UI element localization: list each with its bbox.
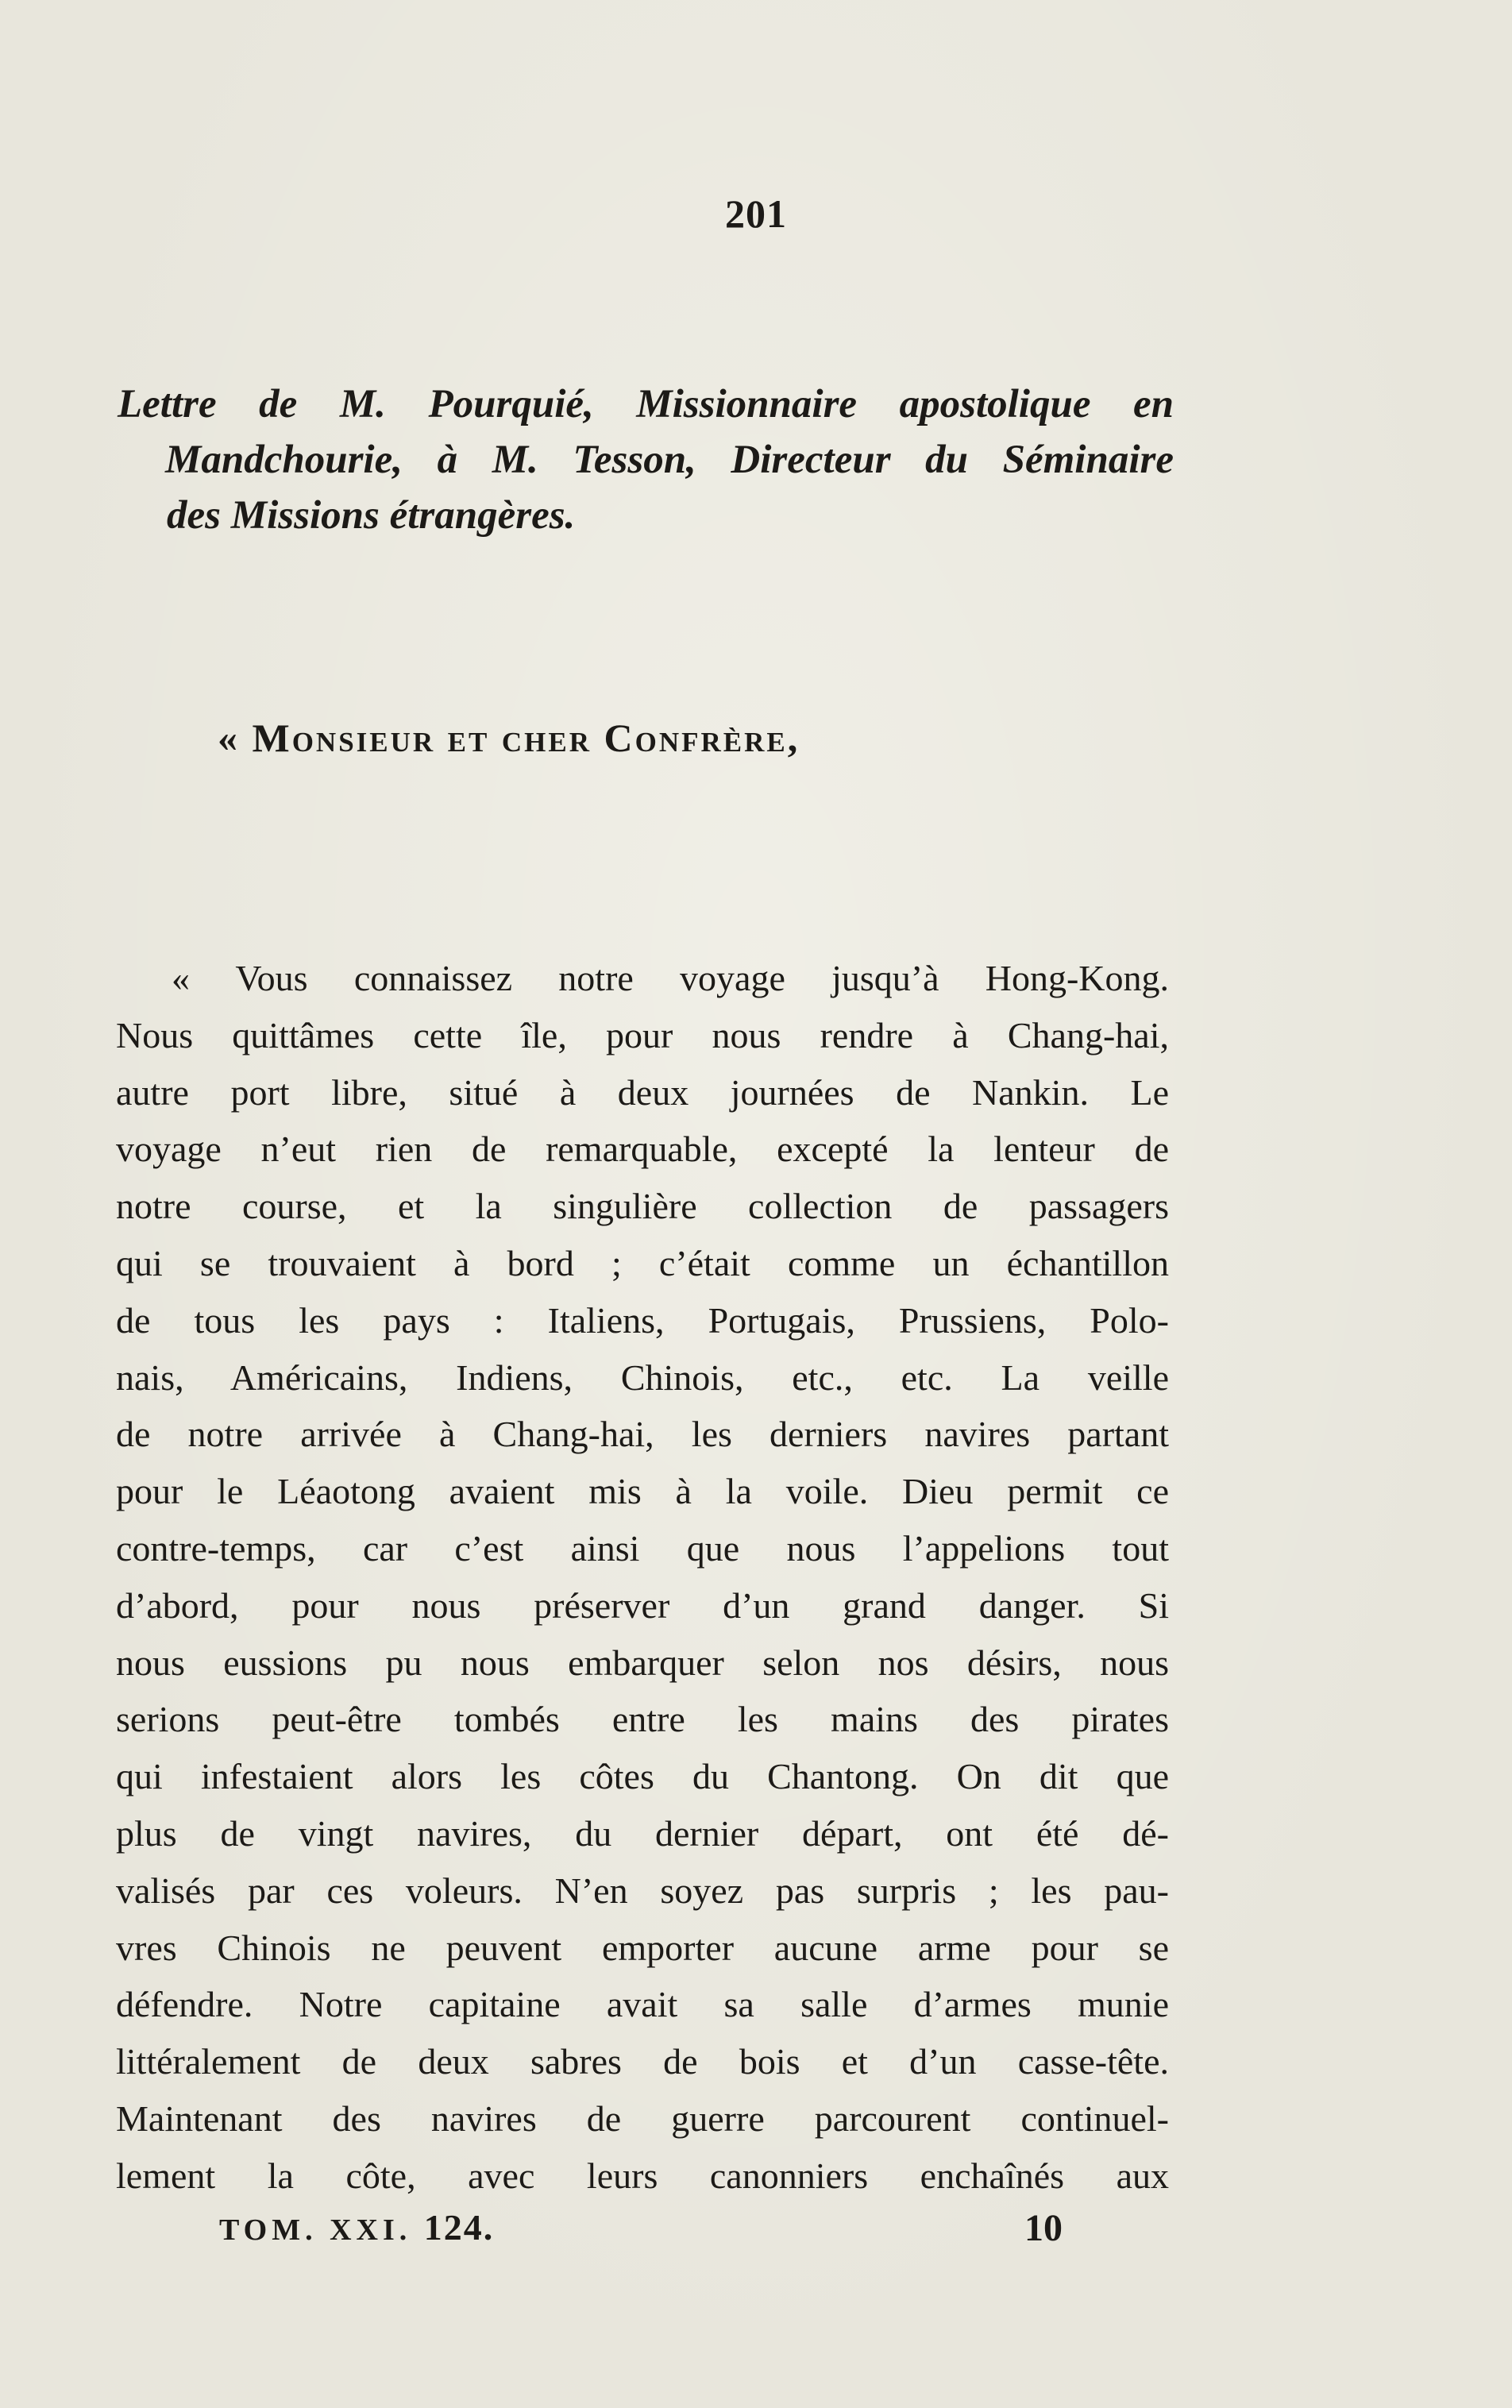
body-line: plus de vingt navires, du dernier départ, ont été dé- — [116, 1812, 1169, 1854]
body-line: « Vous connaissez notre voyage jusqu’à Hong-Kong. — [172, 958, 1169, 998]
title-line: des Missions étrangères. — [167, 493, 576, 538]
body-line: de tous les pays : Italiens, Portugais, Prussiens, Polo- — [116, 1299, 1169, 1341]
body-line: nais, Américains, Indiens, Chinois, etc., etc. La veille — [116, 1356, 1169, 1398]
body-line: de notre arrivée à Chang-hai, les derniers navires partant — [116, 1414, 1169, 1455]
salutation: « Monsieur et cher Confrère, — [218, 716, 800, 760]
body-line: serions peut-être tombés entre les mains des pirates — [116, 1699, 1169, 1740]
page-number: 201 — [725, 191, 787, 236]
body-line: vres Chinois ne peuvent emporter aucune arme pour se — [116, 1927, 1169, 1968]
volume-label: TOM. XXI. — [219, 2213, 412, 2247]
body-line: d’abord, pour nous préserver d’un grand danger. Si — [116, 1584, 1169, 1626]
body-line: valisés par ces voleurs. N’en soyez pas surpris ; les pau- — [116, 1870, 1169, 1911]
sheet-number: 10 — [1024, 2207, 1063, 2249]
body-line: lement la côte, avec leurs canonniers enchaînés aux — [116, 2155, 1169, 2196]
body-line: autre port libre, situé à deux journées de Nankin. Le — [116, 1071, 1169, 1113]
body-line: qui se trouvaient à bord ; c’était comme un échantillon — [116, 1242, 1169, 1283]
body-line: Maintenant des navires de guerre parcourent continuel- — [116, 2097, 1169, 2139]
volume-signature — [219, 2206, 494, 2248]
title-line: Lettre de M. Pourquié, Missionnaire apostolique en — [118, 382, 1174, 426]
letter-title — [118, 376, 1174, 543]
body-line: voyage n’eut rien de remarquable, excepté la lenteur de — [116, 1129, 1169, 1170]
issue-number: 124. — [423, 2207, 495, 2248]
page-footer — [0, 2206, 1512, 2262]
body-line: notre course, et la singulière collection de passagers — [116, 1186, 1169, 1227]
body-line: contre-temps, car c’est ainsi que nous l’appelions tout — [116, 1527, 1169, 1569]
body-line: Nous quittâmes cette île, pour nous rendre à Chang-hai, — [116, 1014, 1169, 1055]
body-line: littéralement de deux sabres de bois et d’un casse-tête. — [116, 2041, 1169, 2082]
body-line: nous eussions pu nous embarquer selon nos désirs, nous — [116, 1642, 1169, 1683]
body-line: pour le Léaotong avaient mis à la voile. Dieu permit ce — [116, 1471, 1169, 1512]
letter-body — [116, 950, 1169, 2205]
body-line: qui infestaient alors les côtes du Chantong. On dit que — [116, 1756, 1169, 1797]
title-line: Mandchourie, à M. Tesson, Directeur du Séminaire — [165, 438, 1174, 482]
body-line: défendre. Notre capitaine avait sa salle d’armes munie — [116, 1984, 1169, 2025]
